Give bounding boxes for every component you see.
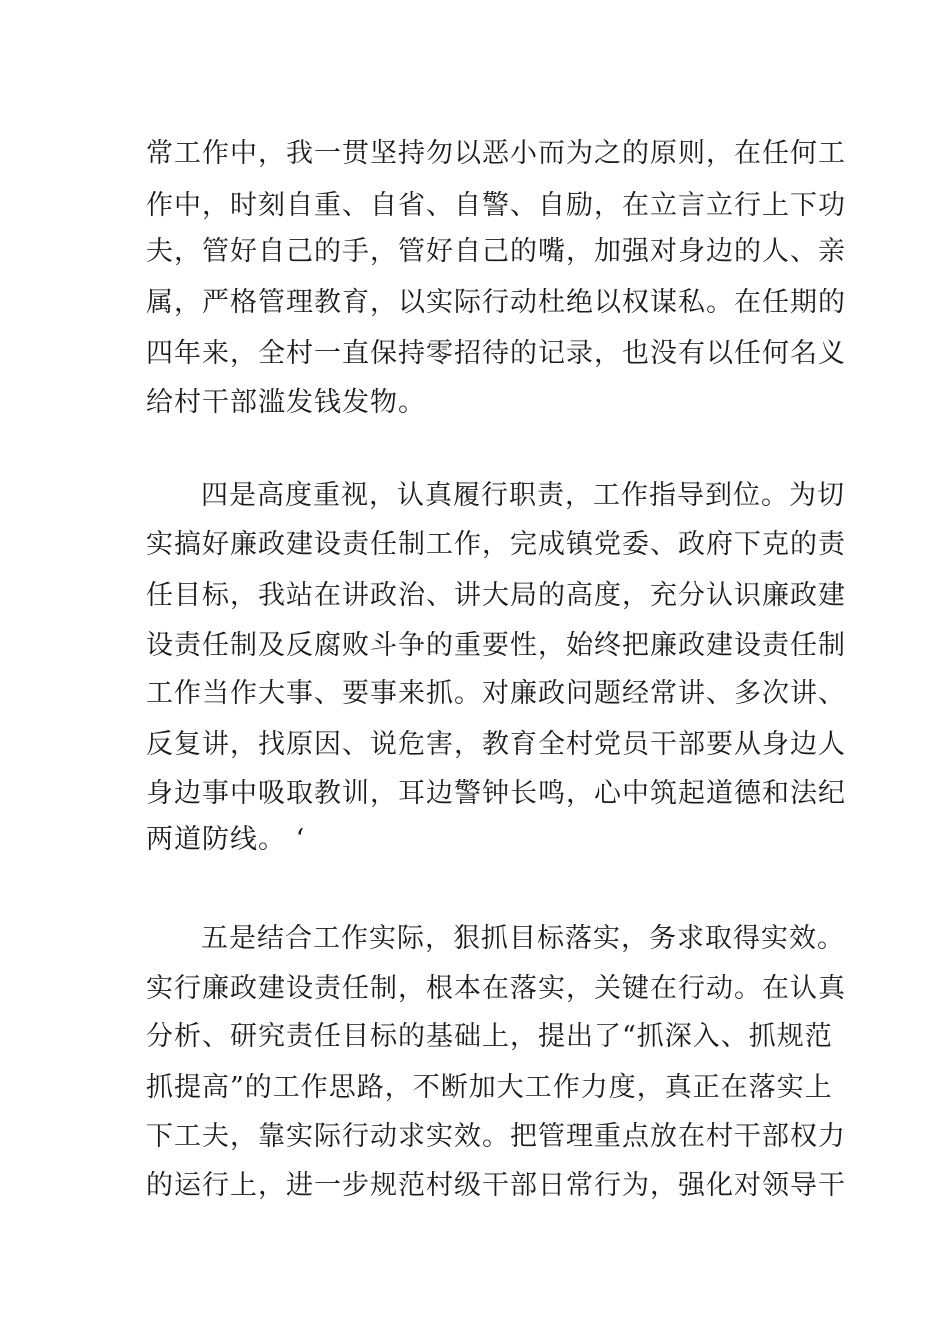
text-line: 工作当作大事、要事来抓。对廉政问题经常讲、多次讲、 (146, 678, 846, 709)
text-line: 任目标，我站在讲政治、讲大局的高度，充分认识廉政建 (146, 580, 846, 611)
text-line: 反复讲，找原因、说危害，教育全村党员干部要从身边人 (146, 729, 846, 760)
text-line: 实行廉政建设责任制，根本在落实，关键在行动。在认真 (146, 973, 846, 1004)
text-line: 的运行上，进一步规范村级干部日常行为，强化对领导干 (146, 1170, 846, 1201)
text-line: 常工作中，我一贯坚持勿以恶小而为之的原则，在任何工 (146, 138, 846, 169)
text-line: 夫，管好自己的手，管好自己的嘴，加强对身边的人、亲 (146, 236, 846, 267)
text-line: 四是高度重视，认真履行职责，工作指导到位。为切 (201, 480, 845, 511)
text-line: 给村干部滥发钱发物。 (146, 387, 426, 418)
text-line: 身边事中吸取教训，耳边警钟长鸣，心中筑起道德和法纪 (146, 778, 846, 809)
text-line: 设责任制及反腐败斗争的重要性，始终把廉政建设责任制 (146, 630, 846, 661)
text-line: 两道防线。 ‘ (146, 824, 306, 855)
text-line: 属，严格管理教育，以实际行动杜绝以权谋私。在任期的 (146, 287, 846, 318)
text-line: 实搞好廉政建设责任制工作，完成镇党委、政府下克的责 (146, 529, 846, 560)
text-line: 抓提高”的工作思路，不断加大工作力度，真正在落实上 (146, 1072, 833, 1103)
text-line: 下工夫，靠实际行动求实效。把管理重点放在村干部权力 (146, 1121, 846, 1152)
text-line: 四年来，全村一直保持零招待的记录，也没有以任何名义 (146, 338, 846, 369)
text-line: 分析、研究责任目标的基础上，提出了“抓深入、抓规范 (146, 1021, 833, 1052)
text-line: 作中，时刻自重、自省、自警、自励，在立言立行上下功 (146, 190, 846, 221)
text-line: 五是结合工作实际，狠抓目标落实，务求取得实效。 (201, 923, 845, 954)
